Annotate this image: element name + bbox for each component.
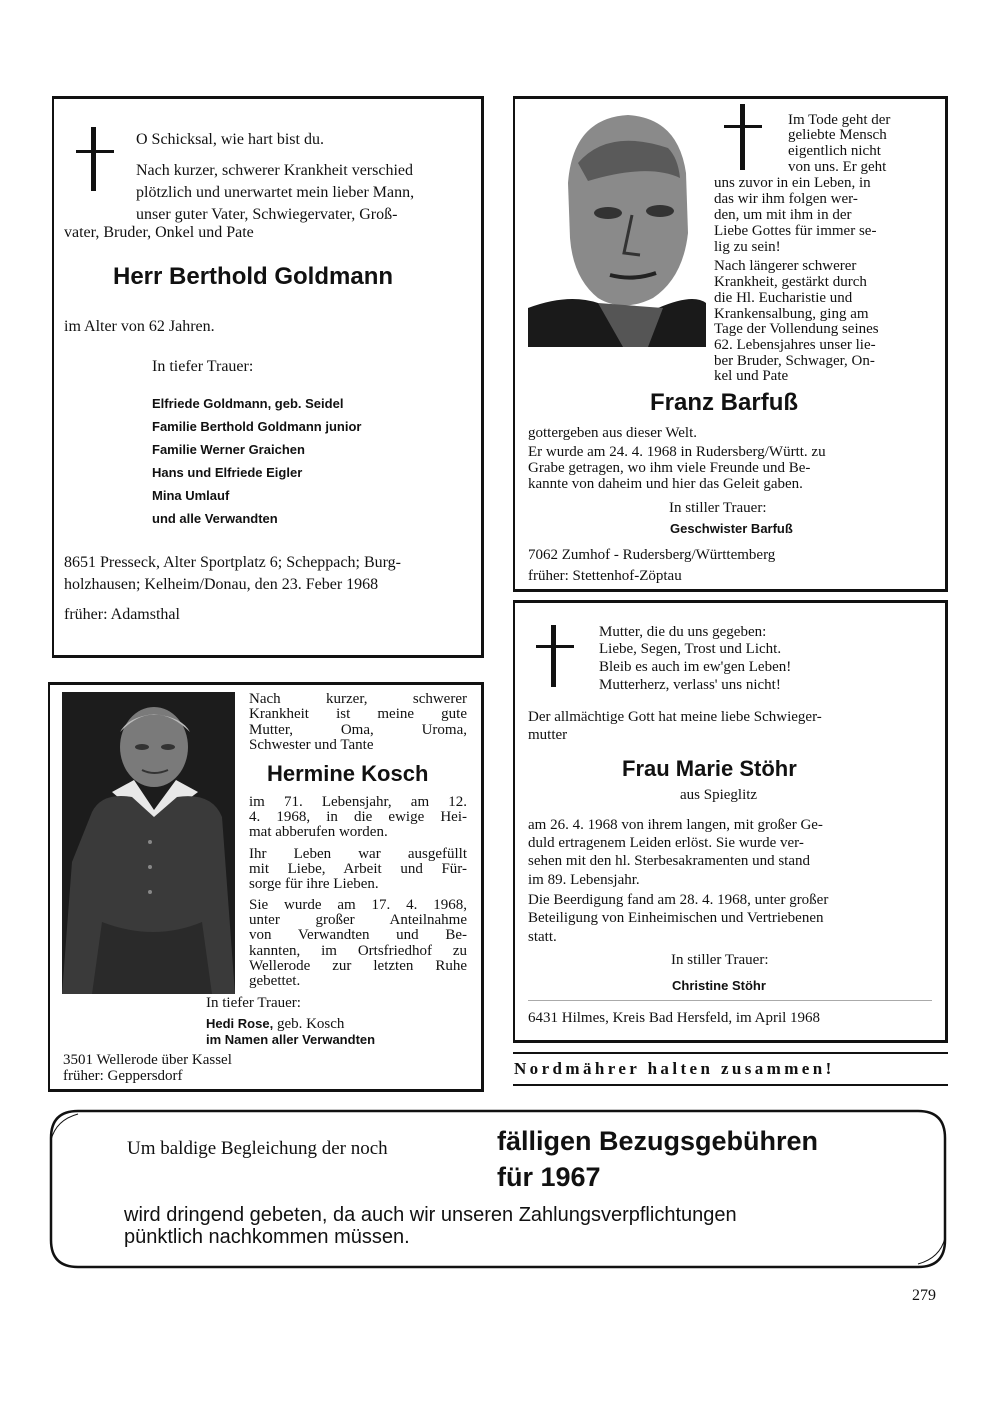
text-line: mat abberufen worden. — [249, 824, 388, 840]
intro-line: die Hl. Eucharistie und — [714, 290, 853, 306]
intro-line: kel und Pate — [714, 368, 789, 384]
place-line: 8651 Presseck, Alter Sportplatz 6; Scheppach; Burg- — [64, 554, 401, 571]
former-place: früher: Stettenhof-Zöptau — [528, 568, 682, 584]
text-line: statt. — [528, 929, 557, 945]
mourning-label: In tiefer Trauer: — [206, 995, 301, 1011]
age: im Alter von 62 Jahren. — [64, 318, 215, 335]
intro-line: Der allmächtige Gott hat meine liebe Schwieger- — [528, 709, 822, 725]
text-line: kannte von daheim und hier das Geleit gaben. — [528, 476, 803, 492]
mourning-label: In stiller Trauer: — [669, 500, 767, 516]
intro-line: den, um mit ihm in der — [714, 207, 852, 223]
text-line: duld ertragenem Leiden erlöst. Sie wurde ver- — [528, 835, 804, 851]
mourner: im Namen aller Verwandten — [206, 1032, 376, 1047]
mourner-maiden-name: geb. Kosch — [273, 1016, 345, 1032]
text-line: mit Liebe, Arbeit und Für- — [249, 861, 467, 877]
intro-line: eigentlich nicht — [788, 143, 881, 159]
mourner: Mina Umlauf — [152, 488, 230, 503]
verse-line: Bleib es auch im ew'gen Leben! — [599, 659, 792, 675]
former-place: früher: Geppersdorf — [63, 1068, 183, 1084]
origin: aus Spieglitz — [680, 787, 758, 803]
deceased-name: Hermine Kosch — [267, 761, 429, 786]
text-line: am 26. 4. 1968 von ihrem langen, mit großer Ge- — [528, 817, 823, 833]
intro-line: Krankensalbung, ging am — [714, 306, 869, 322]
text-line: plötzlich und unerwartet mein lieber Mann, — [136, 184, 415, 201]
text-line: Wellerode zur letzten Ruhe — [249, 958, 467, 974]
cross-icon — [76, 127, 116, 191]
cross-icon — [724, 104, 764, 170]
intro-line: Krankheit ist meine gute — [249, 706, 467, 722]
page-number: 279 — [912, 1287, 936, 1304]
text-line: unser guter Vater, Schwiegervater, Groß- — [136, 206, 398, 223]
verse-line: Mutterherz, verlass' uns nicht! — [599, 677, 781, 693]
text-line: Die Beerdigung fand am 28. 4. 1968, unter großer — [528, 892, 829, 908]
text-line: Nach kurzer, schwerer Krankheit verschied — [136, 162, 413, 179]
text-line: Er wurde am 24. 4. 1968 in Rudersberg/Württ. zu — [528, 444, 826, 460]
text-line: unter großer Anteilnahme — [249, 912, 467, 928]
text-line: Sie wurde am 17. 4. 1968, — [249, 897, 467, 913]
mourner: Elfriede Goldmann, geb. Seidel — [152, 396, 344, 411]
intro-line: Nach kurzer, schwerer — [249, 691, 467, 707]
deceased-name: Franz Barfuß — [650, 389, 799, 416]
banner-bottom-line2: pünktlich nachkommen müssen. — [124, 1226, 410, 1248]
intro-line: Mutter, Oma, Uroma, — [249, 722, 467, 738]
former-place: früher: Adamsthal — [64, 606, 180, 623]
intro-line: ber Bruder, Schwager, On- — [714, 353, 875, 369]
intro-line: das wir ihm folgen wer- — [714, 191, 858, 207]
text-line: Beteiligung von Einheimischen und Vertriebenen — [528, 910, 824, 926]
mourner: Familie Berthold Goldmann junior — [152, 419, 362, 434]
verse-line: Mutter, die du uns gegeben: — [599, 624, 767, 640]
quote: O Schicksal, wie hart bist du. — [136, 131, 324, 148]
text-line: kannten, im Ortsfriedhof zu — [249, 943, 467, 959]
text-line: vater, Bruder, Onkel und Pate — [64, 224, 254, 241]
intro-line: lig zu sein! — [714, 239, 781, 255]
mourning-label: In tiefer Trauer: — [152, 358, 254, 375]
intro-line: geliebte Mensch — [788, 127, 887, 143]
place: 7062 Zumhof - Rudersberg/Württemberg — [528, 547, 776, 563]
mourning-label: In stiller Trauer: — [671, 952, 769, 968]
intro-line: Nach längerer schwerer — [714, 258, 857, 274]
deceased-name: Frau Marie Stöhr — [622, 756, 797, 781]
intro-line: Krankheit, gestärkt durch — [714, 274, 867, 290]
banner-bottom-line1: wird dringend gebeten, da auch wir unseren Zahlungsverpflichtungen — [124, 1204, 737, 1226]
portrait-photo — [528, 103, 706, 347]
banner-left: Um baldige Begleichung der noch — [127, 1138, 388, 1159]
portrait-photo — [62, 692, 235, 994]
banner-right-line2: für 1967 — [497, 1162, 601, 1192]
intro-line: von uns. Er geht — [788, 159, 887, 175]
slogan: Nordmährer halten zusammen! — [514, 1059, 835, 1078]
mourner: Hans und Elfriede Eigler — [152, 465, 303, 480]
intro-line: Im Tode geht der — [788, 112, 891, 128]
intro-line: mutter — [528, 727, 568, 743]
text-line: sehen mit den hl. Sterbesakramenten und stand — [528, 853, 811, 869]
text-line: 4. 1968, in die ewige Hei- — [249, 809, 467, 825]
text-line: gottergeben aus dieser Welt. — [528, 425, 698, 441]
banner-right-line1: fälligen Bezugsgebühren — [497, 1126, 819, 1156]
mourners: Christine Stöhr — [672, 978, 766, 993]
place: 6431 Hilmes, Kreis Bad Hersfeld, im April 1968 — [528, 1010, 821, 1026]
text-line: gebettet. — [249, 973, 301, 989]
mourner: und alle Verwandten — [152, 511, 278, 526]
place: 3501 Wellerode über Kassel — [63, 1052, 232, 1068]
intro-line: Schwester und Tante — [249, 737, 374, 753]
mourner: Familie Werner Graichen — [152, 442, 305, 457]
text-line: von Verwandten und Be- — [249, 927, 467, 943]
verse-line: Liebe, Segen, Trost und Licht. — [599, 641, 782, 657]
text-line: Ihr Leben war ausgefüllt — [249, 846, 467, 862]
place-line: holzhausen; Kelheim/Donau, den 23. Feber 1968 — [64, 576, 379, 593]
text-line: im 71. Lebensjahr, am 12. — [249, 794, 467, 810]
text-line: im 89. Lebensjahr. — [528, 872, 640, 888]
deceased-name: Herr Berthold Goldmann — [113, 263, 394, 290]
intro-line: 62. Lebensjahres unser lie- — [714, 337, 876, 353]
text-line: Grabe getragen, wo ihm viele Freunde und Be- — [528, 460, 811, 476]
mourners: Geschwister Barfuß — [670, 521, 793, 536]
intro-line: uns zuvor in ein Leben, in — [714, 175, 871, 191]
cross-icon — [536, 625, 576, 687]
mourner-name: Hedi Rose, — [206, 1016, 274, 1031]
intro-line: Tage der Vollendung seines — [714, 321, 879, 337]
text-line: sorge für ihre Lieben. — [249, 876, 379, 892]
intro-line: Liebe Gottes für immer se- — [714, 223, 877, 239]
